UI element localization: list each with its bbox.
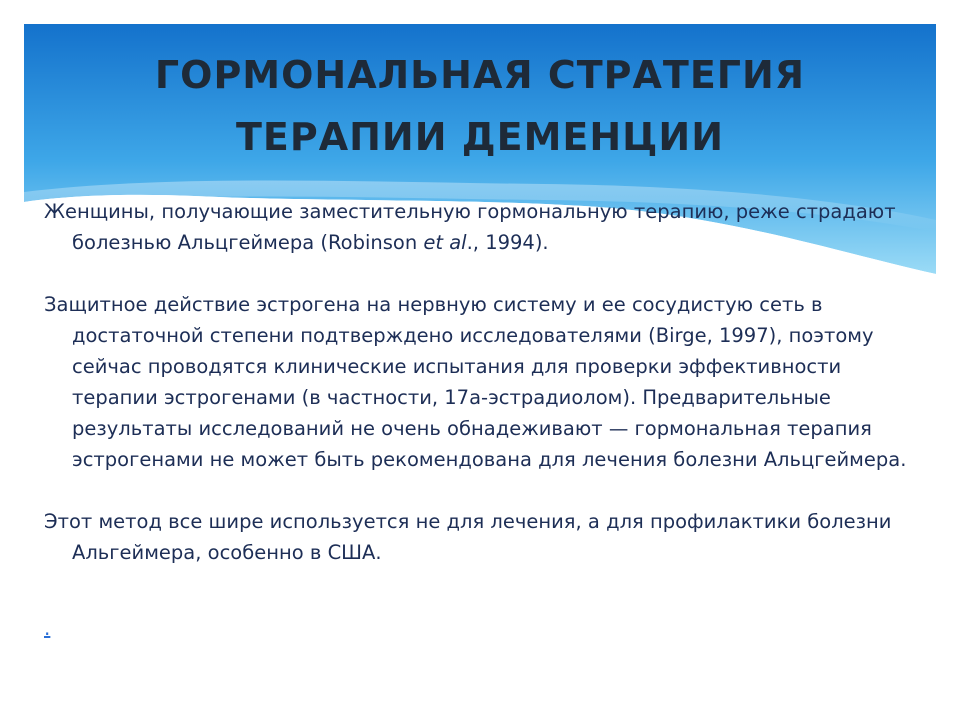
paragraph-2: Защитное действие эстрогена на нервную систему и ее сосудистую сеть в достаточной степени подтверждено исследователями (Birge, 1997), поэтому сейчас проводятся клинические испытания для проверки эффективности терапии эстрогенами (в частности, 17а-эстрадиолом). Предварительные результаты исследований не очень обнадеживают — гормональная терапия эстрогенами не может быть рекомендована для лечения болезни Альцгеймера. [44, 293, 907, 471]
title-line-1: ГОРМОНАЛЬНАЯ СТРАТЕГИЯ [154, 53, 806, 97]
title-line-2: ТЕРАПИИ ДЕМЕНЦИИ [235, 115, 724, 159]
paragraph-3: Этот метод все шире используется не для лечения, а для профилактики болезни Альгеймера, особенно в США. [44, 510, 892, 564]
paragraph-1-text: Женщины, получающие заместительную гормональную терапию, реже страдают болезнью Альцгеймера (Robinson [44, 200, 896, 254]
empty-link[interactable]: . [44, 616, 51, 640]
paragraph-1 [44, 196, 924, 258]
slide-title [24, 44, 936, 168]
paragraph-1-italic: et al [423, 231, 467, 254]
paragraph-1-text-end: ., 1994). [466, 231, 549, 254]
slide-body [44, 196, 924, 599]
